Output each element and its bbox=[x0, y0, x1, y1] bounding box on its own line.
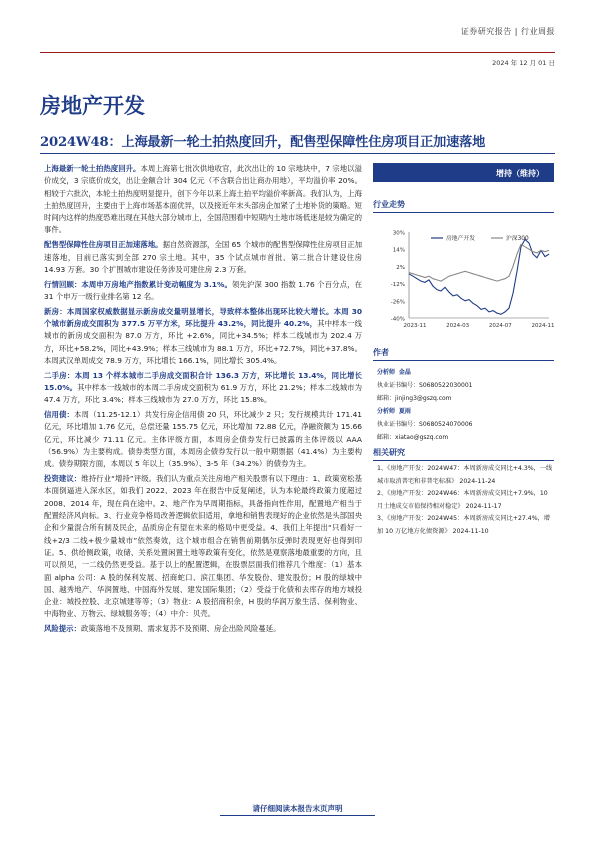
x-tick-label: 2024-11 bbox=[531, 323, 555, 329]
chart-series bbox=[409, 239, 549, 314]
cert-number: S0680522030001 bbox=[419, 382, 473, 389]
body-paragraph bbox=[44, 409, 362, 470]
report-type bbox=[461, 26, 555, 37]
series-line bbox=[409, 244, 549, 281]
y-tick-label: -26% bbox=[390, 299, 405, 306]
paragraph-text: 据自然资源部，全国 65 个城市的配售型保障性住房项目正加速落地，目前已落实到全部 270 宗土地。其中，35 个试点城市首批、第二批合计建设住房 14.93 万套。30 个扩围城市建设任务涉及可建住房 2.3 万套。 bbox=[44, 240, 362, 274]
author-1-name bbox=[377, 367, 411, 376]
report-headline: 2024W48：上海最新一轮土拍热度回升，配售型保障性住房项目正加速落地 bbox=[40, 135, 486, 150]
trend-heading: 行业走势 bbox=[373, 199, 554, 213]
body-paragraph bbox=[44, 306, 362, 367]
paragraph-text: 维持行业“增持”评级。我们认为重点关注房地产相关股票有以下理由：1、政策宽松基本面倒逼进入深水区，如我们 2022、2023 年在报告中反复阐述，认为本轮最终政策力度超过 2008、2014 年，现在尚在途中。2、地产作为早周期指标，具备指向性作用，配置地产相当于配置经济风向标。3、行业竞争格局改善逻辑依旧适用，拿地和销售表现好的企业依然是头部国央企和少量混合所有制及民企，品质房企有望在未来的格局中更受益。4、我们上年提出“只看好一线+2/3 二线+极少量城市”依然奏效，这个城市组合在销售前期偶尔反弹时表现更好也得到印证。5、供给侧政策，收储、关系处置闲置土地等政策有变化，依然是观察落地最重要的方向，且可以预见，一二线仍然更受益。基于以上的配置逻辑，在股票层面我们推荐几个维度：（1）基本面 alpha 公司：A 股的保利发展、招商蛇口、滨江集团、华发股份、建发股份；H 股的绿城中国、越秀地产、华润置地、中国海外发展、建发国际集团；（2）受益于化债和去库存的地方城投企业：城投控股、北京城建等等；（3）物业：A 股招商积余，H 股的华润万象生活、保利物业、中海物业、万物云、绿城服务等；（4）中介：贝壳。 bbox=[44, 474, 362, 619]
header-rule bbox=[40, 52, 555, 53]
report-body bbox=[44, 163, 362, 638]
legend-label: 沪深300 bbox=[506, 236, 529, 242]
related-item[interactable]: 3、《房地产开发：2024W45：本周新房成交同比+27.4%，增加 10 万亿地方化债资源》 2024-11-10 bbox=[377, 515, 550, 535]
author-name: 金晶 bbox=[398, 369, 411, 376]
author-1-cert bbox=[377, 380, 472, 389]
paragraph-text: 领先沪深 300 指数 1.76 个百分点，在 31 个申万一级行业排名第 12 名。 bbox=[44, 279, 362, 301]
y-tick-label: 14% bbox=[392, 247, 405, 254]
chart-legend bbox=[431, 234, 529, 242]
sector-title: 房地产开发 bbox=[40, 93, 145, 118]
author-2-name bbox=[377, 406, 411, 415]
email-label: 邮箱： bbox=[377, 434, 396, 441]
paragraph-lead: 新房：本周国家权威数据显示新房成交量明显增长，导致样本整体出现环比较大增长。本周 30 个城市新房成交面积为 377.5 万平方米，环比提升 43.2%，同比提升 40.2%， bbox=[44, 306, 362, 329]
related-item[interactable]: 2、《房地产开发：2024W46：本周新房成交同比+7.9%，10 月土地成交市值保持相对稳定》 2024-11-17 bbox=[377, 490, 548, 510]
paragraph-text: 本周（11.25-12.1）共发行房企信用债 20 只，环比减少 2 只；发行规模共计 171.41 亿元，环比增加 1.76 亿元，总偿还量 155.75 亿元，环比增加 72.88 亿元，净融资额为 15.66 亿元，环比减少 71.11 亿元。主体评级方面，本周房企债券发行已披露的主体评级以 AAA（56.9%）为主要构成。债券类型方面，本周房企债券发行以一般中期票据（41.4%）为主要构成。债券期限方面，本周以 5 年以上（35.9%）、3-5 年（34.2%）的债券为主。 bbox=[44, 410, 362, 469]
author-2-cert bbox=[377, 419, 472, 428]
paragraph-lead: 行情回顾：本周申万房地产指数累计变动幅度为 3.1%。 bbox=[44, 279, 232, 289]
paragraph-text: 政策落地不及预期、需求复苏不及预期、房企出险风险蔓延。 bbox=[80, 624, 281, 634]
body-paragraph bbox=[44, 239, 362, 276]
body-paragraph bbox=[44, 370, 362, 407]
paragraph-lead: 配售型保障性住房项目正加速落地。 bbox=[44, 240, 163, 250]
author-role: 分析师 bbox=[377, 369, 396, 376]
y-tick-label: -40% bbox=[390, 316, 405, 323]
report-date: 2024 年 12 月 01 日 bbox=[492, 59, 555, 67]
author-name: 夏雨 bbox=[398, 408, 411, 415]
author-email-link[interactable]: xiatao@gszq.com bbox=[395, 434, 449, 441]
headline-rule bbox=[40, 153, 555, 154]
report-type-label: 证券研究报告 | 行业周报 bbox=[460, 27, 555, 36]
paragraph-text: 本周上海第七批次供地收官，此次出让的 10 宗地块中，7 宗地以溢价成交，3 宗底价成交，出让金额合计 304 亿元（不含联合出让商办用地），平均溢价率 20%。相较于六批次，本轮土拍热度明显提升，创下今年以来上海土拍平均溢价率新高。我们认为，上海土拍热度回升，主要由于上海市场基本面优异，以及接近年末头部房企加紧了土地补货的策略。短时间内这样的热度恐难出现在其他大部分城市上，全国范围看中短期内土地市场低迷是较为确定的事件。 bbox=[44, 164, 362, 235]
y-tick-label: -12% bbox=[390, 282, 405, 289]
paragraph-lead: 风险提示： bbox=[44, 624, 81, 634]
author-email-link[interactable]: jinjing3@gszq.com bbox=[395, 395, 452, 402]
cert-number: S0680524070006 bbox=[419, 421, 473, 428]
paragraph-text: 其中样本一线城市的本周二手房成交面积为 61.9 万方，环比 21.2%；样本二线城市为 47.4 万方，环比 3.4%；样本三线城市为 27.0 万方，环比 15.8%。 bbox=[44, 383, 362, 405]
paragraph-text: 其中样本一线城市的新房成交面积为 87.0 万方，环比 +2.6%，同比+34.5%；样本二线城市为 202.4 万方，环比+58.2%，同比+43.9%；样本三线城市为 88.1 万方，环比+72.7%，同比+37.8%。本周武汉单周成交 78.9 万方，环比增长 166.1%，同比增长 305.4%。 bbox=[44, 319, 362, 365]
related-heading: 相关研究 bbox=[373, 447, 554, 461]
email-label: 邮箱： bbox=[377, 395, 396, 402]
x-tick-label: 2024-03 bbox=[446, 323, 470, 329]
trend-chart bbox=[373, 226, 555, 338]
legend-label: 房地产开发 bbox=[446, 236, 475, 242]
paragraph-lead: 投资建议： bbox=[44, 474, 82, 484]
body-paragraph bbox=[44, 473, 362, 621]
authors-heading: 作者 bbox=[373, 347, 554, 361]
cert-label: 执业证书编号： bbox=[377, 421, 420, 428]
x-tick-label: 2024-07 bbox=[488, 323, 512, 329]
footer-disclaimer: 请仔细阅读本报告末页声明 bbox=[252, 804, 343, 813]
y-tick-label: 2% bbox=[396, 264, 405, 271]
author-2-email bbox=[377, 432, 448, 441]
body-paragraph bbox=[44, 279, 362, 304]
paragraph-lead: 信用债： bbox=[44, 410, 75, 420]
related-item[interactable]: 1、《房地产开发：2024W47：本周新房成交同比+4.3%，一线城市取消普宅和非普宅标准》 2024-11-24 bbox=[377, 465, 553, 485]
paragraph-lead: 上海最新一轮土拍热度回升。 bbox=[44, 164, 141, 173]
author-1-email bbox=[377, 393, 452, 402]
body-paragraph bbox=[44, 163, 362, 237]
x-tick-label: 2023-11 bbox=[403, 323, 427, 329]
y-tick-label: 30% bbox=[392, 230, 405, 237]
related-list bbox=[377, 463, 555, 538]
author-role: 分析师 bbox=[377, 408, 396, 415]
rating-badge: 增持（维持） bbox=[373, 163, 554, 182]
cert-label: 执业证书编号： bbox=[377, 382, 420, 389]
footer-rule bbox=[220, 815, 375, 816]
paragraph-lead: 二手房：本周 13 个样本城市二手房成交面积合计 136.3 万方，环比增长 13.4%，同比增长 15.0%。 bbox=[44, 370, 362, 393]
body-paragraph bbox=[44, 623, 362, 635]
